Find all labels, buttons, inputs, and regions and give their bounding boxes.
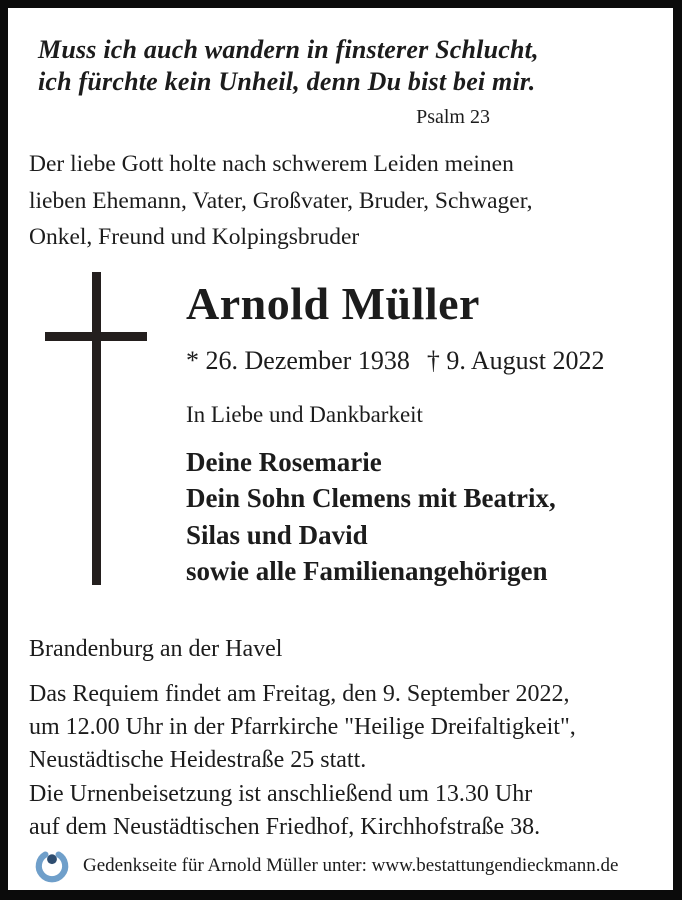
service-line: auf dem Neustädtischen Friedhof, Kirchhofstraße 38. <box>29 814 541 841</box>
announcement-block <box>8 256 673 600</box>
scripture-quote <box>38 34 673 130</box>
mourner-line: Dein Sohn Clemens mit Beatrix, <box>186 483 556 514</box>
condolence-line: In Liebe und Dankbarkeit <box>186 401 423 427</box>
quote-line: ich fürchte kein Unheil, denn Du bist bei mir. <box>38 67 536 96</box>
memorial-footer-text <box>83 855 618 877</box>
intro-line: lieben Ehemann, Vater, Großvater, Bruder, Schwager, <box>29 187 533 214</box>
cross-vertical-bar <box>92 272 101 585</box>
quote-attribution: Psalm 23 <box>416 106 490 128</box>
intro-line: Der liebe Gott holte nach schwerem Leiden meinen <box>29 151 514 177</box>
memorial-url[interactable]: www.bestattungendieckmann.de <box>371 855 619 876</box>
memorial-footer <box>32 846 618 886</box>
deceased-column <box>186 256 673 590</box>
cross-horizontal-bar <box>45 332 147 341</box>
intro-paragraph <box>29 146 673 256</box>
memorial-page-icon <box>32 846 72 886</box>
service-line: um 12.00 Uhr in der Pfarrkirche "Heilige Dreifaltigkeit", <box>29 713 576 740</box>
intro-line: Onkel, Freund und Kolpingsbruder <box>29 224 360 250</box>
memorial-label: Gedenkseite für Arnold Müller unter: <box>83 855 372 876</box>
cross-icon <box>8 256 168 600</box>
service-line: Die Urnenbeisetzung ist anschließend um 13.30 Uhr <box>29 780 533 807</box>
birth-date: * 26. Dezember 1938 <box>186 345 410 375</box>
logo-dot <box>47 854 57 864</box>
service-details <box>29 678 673 845</box>
mourner-line: sowie alle Familienangehörigen <box>186 556 548 587</box>
city-line: Brandenburg an der Havel <box>29 635 283 662</box>
death-date: † 9. August 2022 <box>426 345 605 375</box>
quote-line: Muss ich auch wandern in finsterer Schlucht, <box>38 35 539 64</box>
service-line: Das Requiem findet am Freitag, den 9. September 2022, <box>29 680 570 707</box>
mourner-line: Deine Rosemarie <box>186 446 382 477</box>
mourners-list <box>186 444 673 590</box>
service-line: Neustädtische Heidestraße 25 statt. <box>29 747 367 774</box>
deceased-name: Arnold Müller <box>186 277 480 329</box>
life-dates <box>186 346 673 376</box>
mourner-line: Silas und David <box>186 519 368 550</box>
